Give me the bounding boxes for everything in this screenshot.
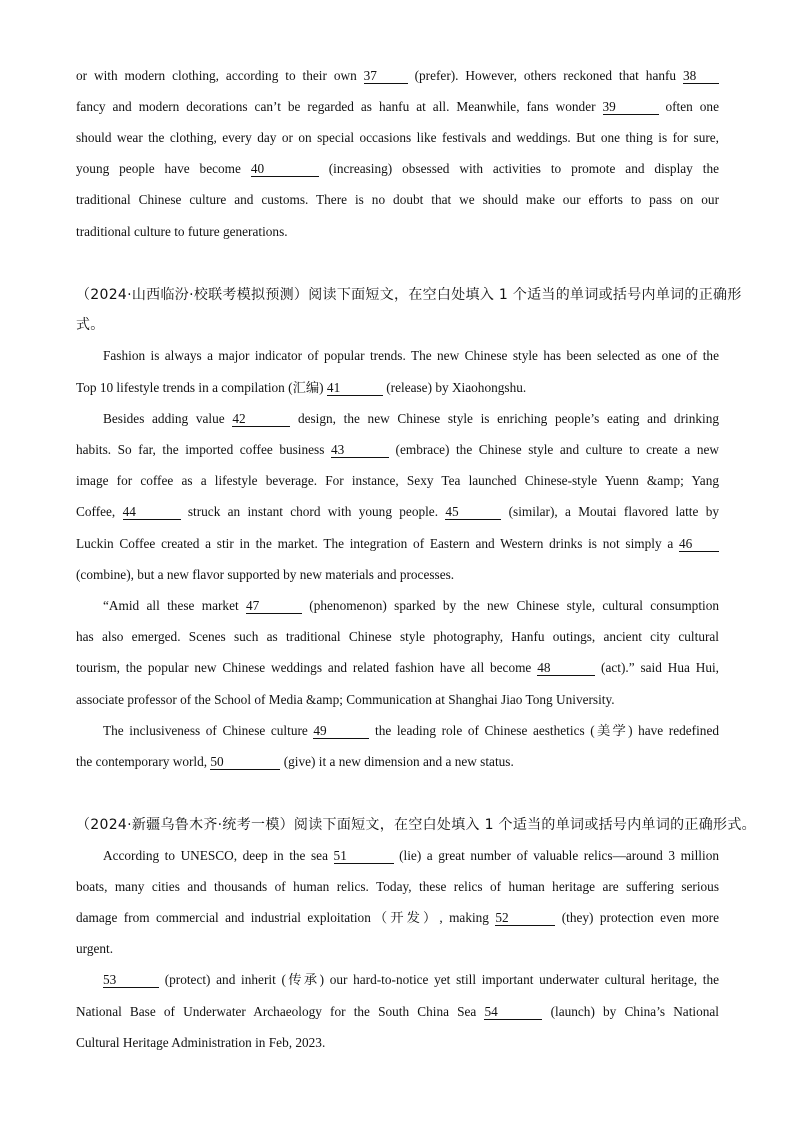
text-segment: (embrace) the Chinese style and culture to create a new (388, 442, 719, 457)
text-segment: The inclusiveness of Chinese culture (103, 723, 314, 738)
answer-blank[interactable]: 39 (603, 100, 659, 115)
text-segment: damage from commercial and industrial exploitation（开发）, making (76, 910, 496, 925)
text-segment: (act).” said Hua Hui, (595, 660, 719, 675)
text-line (76, 627, 719, 647)
answer-blank[interactable]: 51 (334, 849, 394, 864)
text-line (76, 908, 719, 928)
text-segment: boats, many cities and thousands of human relics. Today, these relics of human heritage are suffering serious (76, 879, 719, 894)
text-segment: (lie) a great number of valuable relics—around 3 million (393, 848, 719, 863)
text-segment: (increasing) obsessed with activities to promote and display the (318, 161, 719, 176)
text-segment: urgent. (76, 941, 114, 956)
text-segment: traditional culture to future generations. (76, 224, 288, 239)
answer-blank[interactable]: 41 (327, 381, 383, 396)
answer-blank[interactable]: 43 (331, 443, 389, 458)
text-line (76, 752, 719, 772)
answer-blank[interactable]: 46 (679, 537, 719, 552)
answer-blank[interactable]: 42 (232, 412, 290, 427)
text-line (103, 846, 719, 866)
text-segment: (phenomenon) sparked by the new Chinese style, cultural consumption (301, 598, 719, 613)
text-line (103, 596, 719, 616)
text-line (76, 939, 719, 959)
text-line (76, 502, 719, 522)
answer-blank[interactable]: 49 (313, 724, 369, 739)
text-segment: (release) by Xiaohongshu. (382, 380, 527, 395)
text-segment: should wear the clothing, every day or on special occasions like festivals and weddings. But one thing is for sure, (76, 130, 719, 145)
text-segment: struck an instant chord with young people. (180, 504, 446, 519)
answer-blank[interactable]: 53 (103, 973, 159, 988)
text-line (76, 471, 719, 491)
text-segment: tourism, the popular new Chinese weddings and related fashion have all become (76, 660, 538, 675)
answer-blank[interactable]: 44 (123, 505, 181, 520)
text-segment: young people have become (76, 161, 251, 176)
text-segment: (protect) and inherit (传承) our hard-to-notice yet still important underwater cultural heritage, the (159, 972, 719, 987)
answer-blank[interactable]: 40 (251, 162, 319, 177)
text-line (103, 346, 719, 366)
text-segment: (similar), a Moutai flavored latte by (501, 504, 719, 519)
text-segment: According to UNESCO, deep in the sea (103, 848, 334, 863)
answer-blank[interactable]: 48 (537, 661, 595, 676)
text-segment: “Amid all these market (103, 598, 246, 613)
text-line (76, 159, 719, 179)
text-segment: fancy and modern decorations can’t be regarded as hanfu at all. Meanwhile, fans wonder (76, 99, 603, 114)
text-line (76, 1002, 719, 1022)
text-line (76, 690, 719, 710)
section-heading: 式。 (76, 317, 105, 333)
text-line (76, 534, 719, 554)
text-segment: habits. So far, the imported coffee business (76, 442, 331, 457)
text-segment: Fashion is always a major indicator of popular trends. The new Chinese style has been selected as one of the (103, 348, 719, 363)
text-segment: Besides adding value (103, 411, 233, 426)
text-segment: the contemporary world, (76, 754, 211, 769)
text-line (103, 721, 719, 741)
text-segment: traditional Chinese culture and customs. There is no doubt that we should make our efforts to pass on our (76, 192, 719, 207)
answer-blank[interactable]: 38 (683, 69, 719, 84)
text-line (103, 970, 719, 990)
text-segment: (they) protection even more (555, 910, 719, 925)
text-segment: (combine), but a new flavor supported by new materials and processes. (76, 567, 455, 582)
text-segment: has also emerged. Scenes such as traditional Chinese style photography, Hanfu outings, ancient city cultural (76, 629, 719, 644)
text-segment: Luckin Coffee created a stir in the market. The integration of Eastern and Western drinks is not simply a (76, 536, 679, 551)
text-line (76, 66, 719, 86)
answer-blank[interactable]: 45 (445, 505, 501, 520)
text-line (76, 658, 719, 678)
answer-blank[interactable]: 47 (246, 599, 302, 614)
answer-blank[interactable]: 52 (495, 911, 555, 926)
text-segment: National Base of Underwater Archaeology for the South China Sea (76, 1004, 485, 1019)
text-line (76, 565, 719, 585)
text-segment: (launch) by China’s National (542, 1004, 719, 1019)
section-heading: （2024·山西临汾·校联考模拟预测）阅读下面短文，在空白处填入 1 个适当的单词或括号内单词的正确形 (76, 287, 742, 303)
text-segment: (give) it a new dimension and a new status. (280, 754, 514, 769)
answer-blank[interactable]: 37 (364, 69, 408, 84)
text-line (103, 409, 719, 429)
text-line (76, 97, 719, 117)
text-line (76, 877, 719, 897)
text-line (76, 190, 719, 210)
text-line (76, 1033, 719, 1053)
answer-blank[interactable]: 54 (484, 1005, 542, 1020)
text-segment: design, the new Chinese style is enriching people’s eating and drinking (290, 411, 719, 426)
text-segment: Top 10 lifestyle trends in a compilation (汇编) (76, 380, 327, 395)
text-line (76, 222, 719, 242)
text-segment: the leading role of Chinese aesthetics (美学) have redefined (369, 723, 720, 738)
text-segment: often one (658, 99, 719, 114)
text-segment: Coffee, (76, 504, 123, 519)
text-segment: associate professor of the School of Media &amp; Communication at Shanghai Jiao Tong University. (76, 692, 615, 707)
text-segment: or with modern clothing, according to their own (76, 68, 364, 83)
text-segment: (prefer). However, others reckoned that hanfu (407, 68, 683, 83)
text-segment: image for coffee as a lifestyle beverage. For instance, Sexy Tea launched Chinese-style Yuenn &amp; Yang (76, 473, 719, 488)
section-heading: （2024·新疆乌鲁木齐·统考一模）阅读下面短文，在空白处填入 1 个适当的单词或括号内单词的正确形式。 (76, 817, 756, 833)
text-line (76, 128, 719, 148)
answer-blank[interactable]: 50 (210, 755, 280, 770)
text-line (76, 378, 719, 398)
text-segment: Cultural Heritage Administration in Feb, 2023. (76, 1035, 326, 1050)
text-line (76, 440, 719, 460)
